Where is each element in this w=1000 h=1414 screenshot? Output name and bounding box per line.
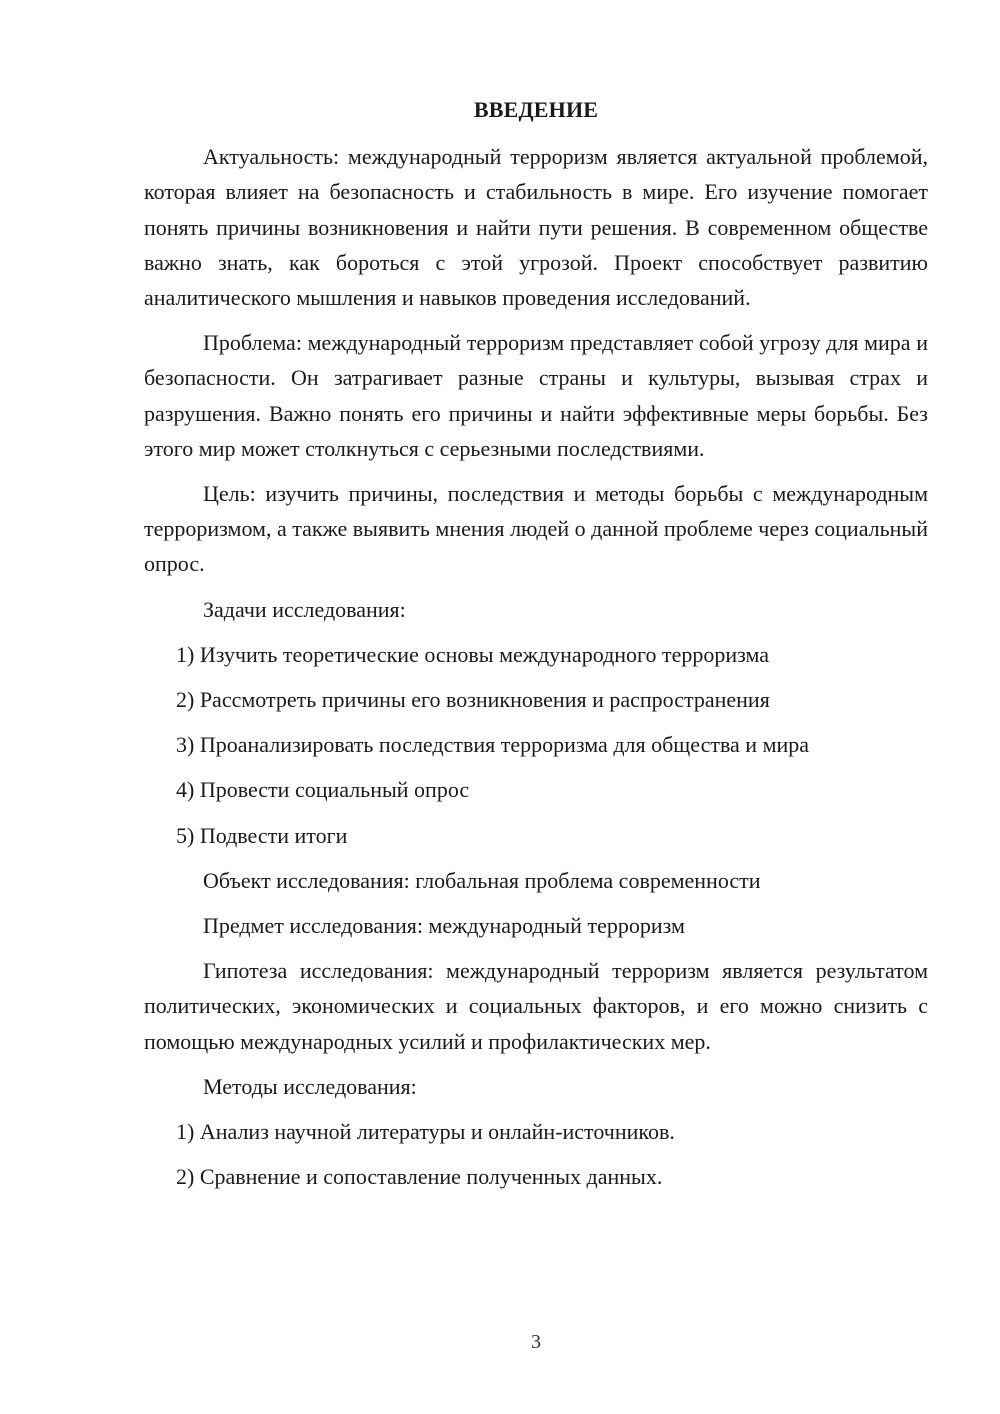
list-item: 5) Подвести итоги	[176, 822, 348, 848]
hypothesis-paragraph: Гипотеза исследования: международный терроризм является результатом политических, экономических и социальных факторов, и его можно снизить с помощью международных усилий и профилактических мер.	[144, 958, 928, 1054]
methods-heading: Методы исследования:	[203, 1073, 417, 1099]
list-item: 2) Рассмотреть причины его возникновения и распространения	[176, 687, 770, 713]
object-line: Объект исследования: глобальная проблема современности	[203, 867, 761, 893]
relevance-paragraph: Актуальность: международный терроризм является актуальной проблемой, которая влияет на безопасность и стабильность в мире. Его изучение помогает понять причины возникновения и найти пути решения. В современном обществе важно знать, как бороться с этой угрозой. Проект способствует развитию аналитического мышления и навыков проведения исследований.	[144, 144, 928, 311]
problem-paragraph: Проблема: международный терроризм представляет собой угрозу для мира и безопасности. Он затрагивает разные страны и культуры, вызывая страх и разрушения. Важно понять его причины и найти эффективные меры борьбы. Без этого мир может столкнуться с серьезными последствиями.	[144, 330, 928, 461]
page-title: ВВЕДЕНИЕ	[473, 97, 599, 122]
tasks-heading: Задачи исследования:	[203, 596, 406, 622]
methods-list	[144, 1114, 928, 1194]
list-item: 4) Провести социальный опрос	[176, 777, 470, 803]
page-number: 3	[531, 1331, 541, 1353]
subject-line: Предмет исследования: международный терроризм	[203, 913, 685, 939]
goal-paragraph: Цель: изучить причины, последствия и методы борьбы с международным терроризмом, а также выявить мнения людей о данной проблеме через социальный опрос.	[144, 481, 928, 577]
list-item: 1) Анализ научной литературы и онлайн-источников.	[176, 1119, 675, 1145]
list-item: 3) Проанализировать последствия терроризма для общества и мира	[176, 732, 810, 758]
list-item: 1) Изучить теоретические основы международного терроризма	[176, 641, 770, 667]
tasks-list	[144, 637, 928, 853]
list-item: 2) Сравнение и сопоставление полученных данных.	[176, 1164, 663, 1190]
document-page	[144, 92, 928, 1204]
